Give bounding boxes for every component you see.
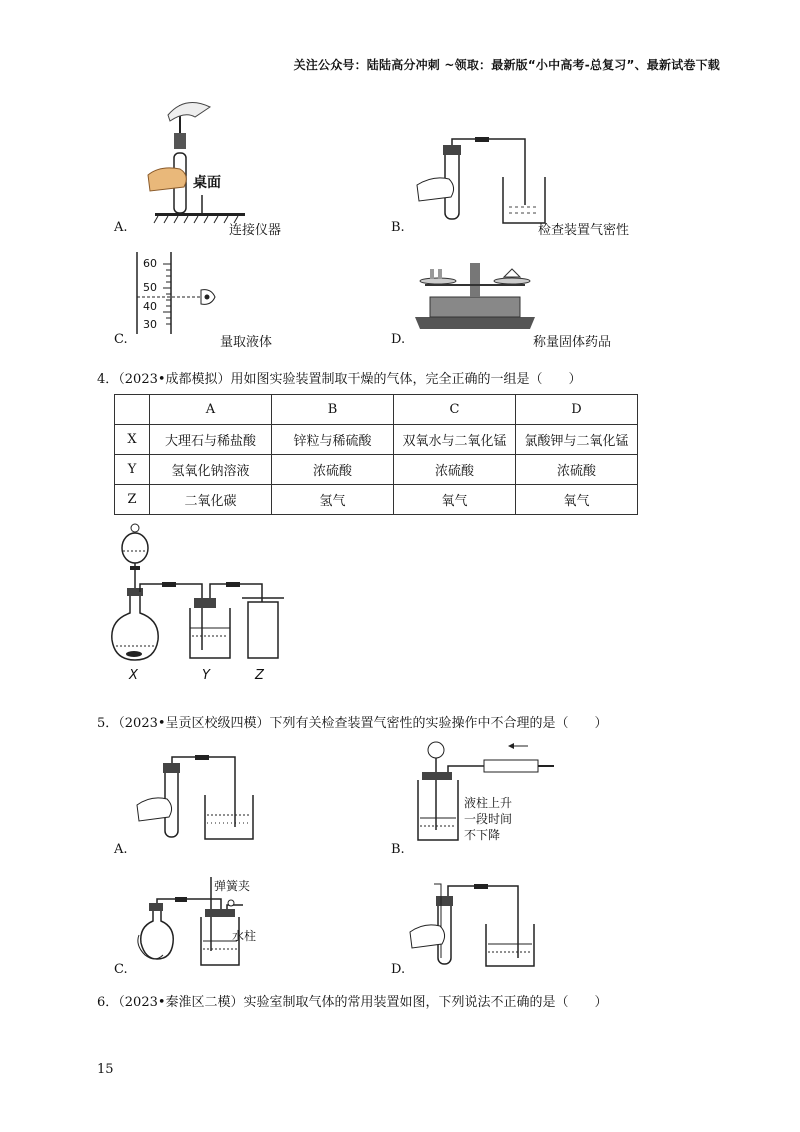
q5-b-note xyxy=(464,795,512,843)
figure-q3-d xyxy=(410,257,540,337)
row-label-x: X xyxy=(115,425,150,455)
table-cell: 浓硫酸 xyxy=(272,455,394,485)
q3-option-a-caption: 连接仪器 xyxy=(229,223,282,238)
q3-option-b-caption: 检查装置气密性 xyxy=(538,223,630,238)
q5-option-b-letter: B. xyxy=(391,842,405,857)
label-desktop: 桌面 xyxy=(193,175,221,191)
figure-q5-d xyxy=(408,880,538,970)
table-cell: 氧气 xyxy=(516,485,638,515)
table-header-row xyxy=(115,395,638,425)
q3-option-d-letter: D. xyxy=(391,332,406,347)
q6-stem: 6．（2023•秦淮区二模）实验室制取气体的常用装置如图，下列说法不正确的是（ ） xyxy=(97,995,608,1010)
label-y: Y xyxy=(202,668,210,683)
table-cell: 浓硫酸 xyxy=(516,455,638,485)
table-cell: 氧气 xyxy=(394,485,516,515)
q3-option-a-letter: A. xyxy=(114,220,128,235)
figure-q3-a xyxy=(140,95,260,225)
figure-q3-b xyxy=(415,135,555,230)
table-row xyxy=(115,485,638,515)
table-row xyxy=(115,455,638,485)
table-cell: 浓硫酸 xyxy=(394,455,516,485)
label-x: X xyxy=(129,668,138,683)
q5-option-d-letter: D. xyxy=(391,962,406,977)
table-row xyxy=(115,425,638,455)
table-header-d: D xyxy=(516,395,638,425)
q4-stem: 4．（2023•成都模拟）用如图实验装置制取干燥的气体，完全正确的一组是（ ） xyxy=(97,372,582,387)
page-number: 15 xyxy=(97,1062,114,1077)
scale-40: 40 xyxy=(143,300,157,313)
table-header-c: C xyxy=(394,395,516,425)
note-line: 一段时间 xyxy=(464,812,513,826)
q3-option-b-letter: B. xyxy=(391,220,405,235)
q3-option-c-letter: C. xyxy=(114,332,128,347)
scale-50: 50 xyxy=(143,281,157,294)
q3-option-c-caption: 量取液体 xyxy=(220,335,273,350)
page-header: 关注公众号：陆陆高分冲刺 ~领取：最新版“小中高考-总复习”、最新试卷下载 xyxy=(293,58,720,72)
table-cell: 氯酸钾与二氧化锰 xyxy=(516,425,638,455)
table-cell: 氢氧化钠溶液 xyxy=(150,455,272,485)
row-label-z: Z xyxy=(115,485,150,515)
figure-q5-a xyxy=(135,755,255,845)
label-z: Z xyxy=(255,668,264,683)
note-line: 液柱上升 xyxy=(464,796,513,810)
table-cell xyxy=(115,395,150,425)
table-cell: 大理石与稀盐酸 xyxy=(150,425,272,455)
q5-stem: 5．（2023•呈贡区校级四模）下列有关检查装置气密性的实验操作中不合理的是（ ） xyxy=(97,716,608,731)
q5-option-c-letter: C. xyxy=(114,962,128,977)
scale-30: 30 xyxy=(143,318,157,331)
label-spring-clip: 弹簧夹 xyxy=(214,879,251,893)
note-line: 不下降 xyxy=(464,828,501,842)
table-cell: 二氧化碳 xyxy=(150,485,272,515)
table-header-a: A xyxy=(150,395,272,425)
scale-60: 60 xyxy=(143,257,157,270)
table-cell: 双氧水与二氧化锰 xyxy=(394,425,516,455)
row-label-y: Y xyxy=(115,455,150,485)
table-cell: 氢气 xyxy=(272,485,394,515)
table-header-b: B xyxy=(272,395,394,425)
label-water-column: 水柱 xyxy=(232,929,257,943)
table-cell: 锌粒与稀硫酸 xyxy=(272,425,394,455)
q4-table xyxy=(114,394,638,515)
q5-option-a-letter: A. xyxy=(114,842,128,857)
q3-option-d-caption: 称量固体药品 xyxy=(533,335,612,350)
figure-q4-apparatus xyxy=(110,518,300,673)
